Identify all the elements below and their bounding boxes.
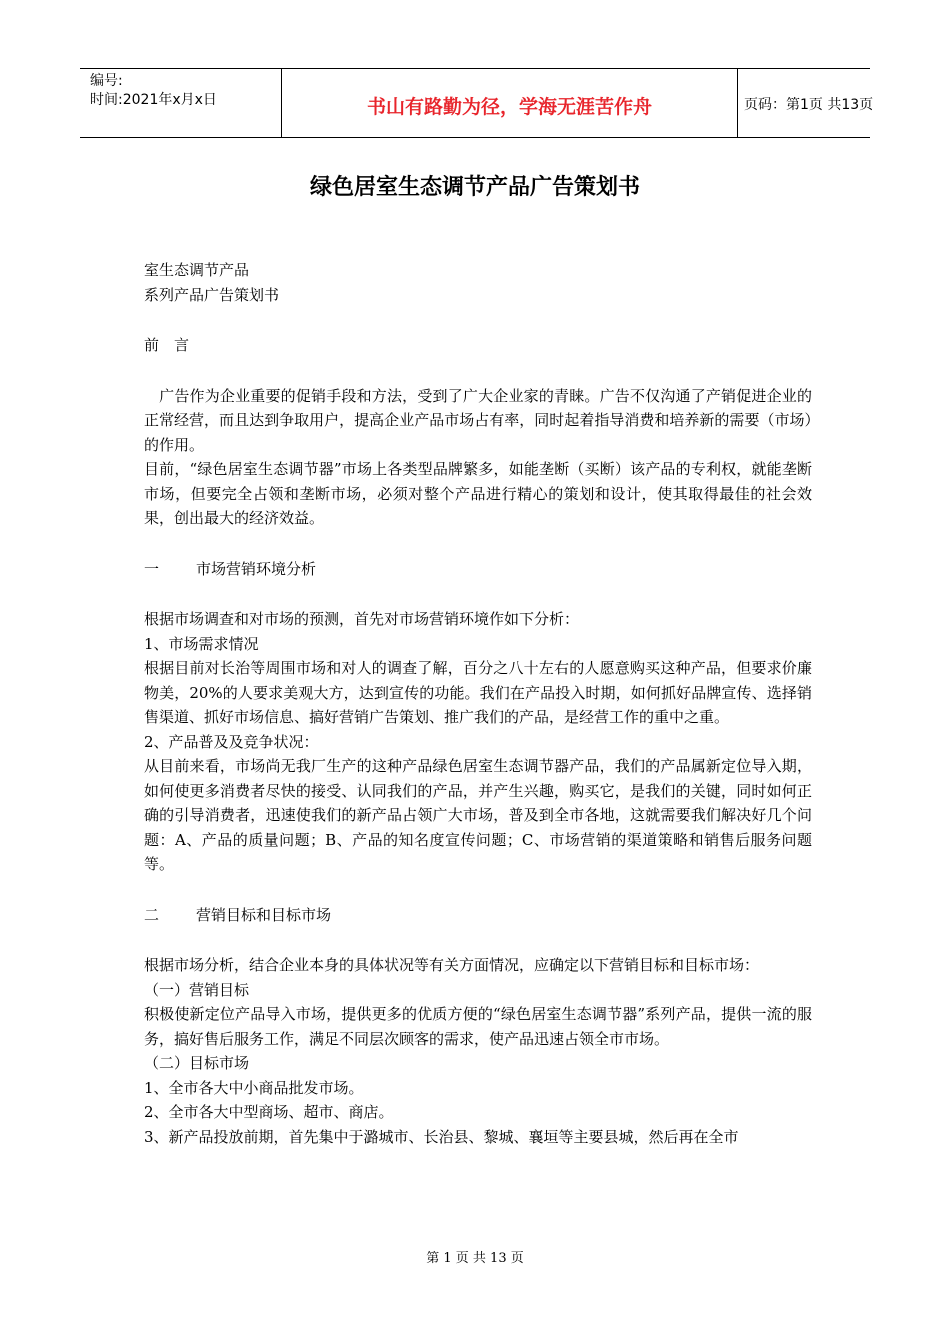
header-motto-cell — [281, 69, 738, 137]
competition-paragraph: 从目前来看，市场尚无我厂生产的这种产品绿色居室生态调节器产品，我们的产品属新定位导入期，如何使更多消费者尽快的接受、认同我们的产品，并产生兴趣，购买它，是我们的关键，同时如何正确的引导消费者，迅速使我们的新产品占领广大市场，普及到全市各地，这就需要我们解决好几个问题：A、产品的质量问题；B、产品的知名度宣传问题；C、市场营销的渠道策略和销售后服务问题等。 — [144, 757, 812, 873]
page-footer: 第 1 页 共 13 页 — [426, 1251, 524, 1266]
header-left-cell — [80, 69, 281, 137]
motto-text: 书山有路勤为径，学海无涯苦作舟 — [366, 96, 652, 118]
header-page-cell — [736, 69, 874, 137]
subtitle-line-1: 室生态调节产品 — [144, 261, 250, 279]
list-item: 1、全市各大中小商品批发市场。 — [144, 1078, 364, 1097]
subheading-marketing-goal: （一）营销目标 — [144, 980, 250, 999]
section-2-title: 营销目标和目标市场 — [196, 905, 332, 924]
subtitle-line-2: 系列产品广告策划书 — [144, 285, 280, 304]
section-2-number: 二 — [144, 905, 160, 924]
document-body — [144, 258, 812, 1149]
preface-paragraph-2: 目前，“绿色居室生态调节器”市场上各类型品牌繁多，如能垄断（买断）该产品的专利权，就能垄断市场，但要完全占领和垄断市场，必须对整个产品进行精心的策划和设计，使其取得最佳的社会效果，创出最大的经济效益。 — [144, 460, 812, 527]
section-1-intro: 根据市场调查和对市场的预测，首先对市场营销环境作如下分析： — [144, 610, 580, 628]
subheading-market-demand: 1、市场需求情况 — [144, 634, 259, 653]
section-2-heading — [144, 903, 812, 928]
market-demand-paragraph: 根据目前对长治等周围市场和对人的调查了解，百分之八十左右的人愿意购买这种产品，但要求价廉物美，20%的人要求美观大方，达到宣传的功能。我们在产品投入时期，如何抓好品牌宣传、选择销售渠道、抓好市场信息、搞好营销广告策划、推广我们的产品，是经营工作的重中之重。 — [144, 659, 812, 726]
header-table — [80, 68, 874, 138]
section-1-heading — [144, 557, 812, 582]
preface-paragraph-1: 广告作为企业重要的促销手段和方法，受到了广大企业家的青睐。广告不仅沟通了产销促进企业的正常经营，而且达到争取用户，提高企业产品市场占有率，同时起着指导消费和培养新的需要（市场）的作用。 — [144, 386, 812, 454]
document-title: 绿色居室生态调节产品广告策划书 — [309, 175, 640, 200]
section-2-intro: 根据市场分析，结合企业本身的具体状况等有关方面情况，应确定以下营销目标和目标市场： — [144, 956, 760, 974]
preface-heading: 前 言 — [144, 336, 190, 354]
subheading-target-market: （二）目标市场 — [144, 1054, 250, 1072]
number-label: 编号: — [90, 73, 123, 89]
page-info: 页码：第1页 共13页 — [744, 97, 874, 113]
marketing-goal-paragraph: 积极使新定位产品导入市场，提供更多的优质方便的“绿色居室生态调节器”系列产品，提供一流的服务，搞好售后服务工作，满足不同层次顾客的需求，使产品迅速占领全市市场。 — [144, 1005, 812, 1048]
list-item: 2、全市各大中型商场、超市、商店。 — [144, 1103, 394, 1121]
time-label: 时间:2021年x月x日 — [90, 92, 217, 108]
list-item: 3、新产品投放前期，首先集中于潞城市、长治县、黎城、襄垣等主要县城，然后再在全市 — [144, 1127, 739, 1146]
section-1-number: 一 — [144, 559, 160, 578]
section-1-title: 市场营销环境分析 — [196, 559, 317, 578]
subheading-competition: 2、产品普及及竞争状况： — [144, 732, 319, 751]
